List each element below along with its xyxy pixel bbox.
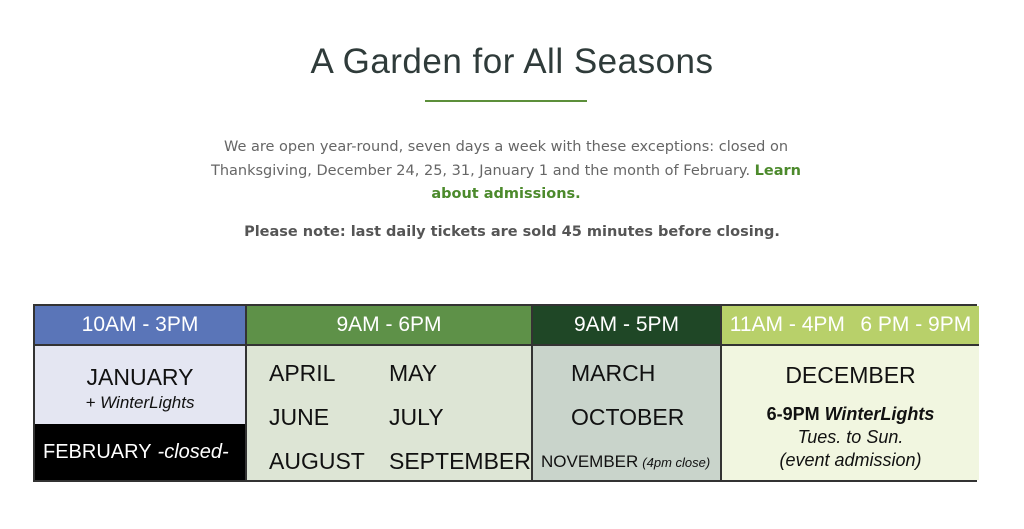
ticket-note: Please note: last daily tickets are sold 45 minutes before closing. [244, 224, 780, 240]
month-october: OCTOBER [571, 404, 685, 430]
event-hours [722, 404, 979, 425]
schedule-column-december [722, 306, 979, 480]
schedule-column-9am-6pm [247, 306, 531, 480]
column-body [247, 346, 531, 480]
event-days: Tues. to Sun. [797, 427, 904, 447]
month-december: DECEMBER [785, 362, 916, 388]
column-header: 9AM - 5PM [533, 306, 720, 346]
closed-label: -closed- [157, 440, 229, 463]
column-header: 10AM - 3PM [35, 306, 245, 346]
header-evening-hours: 6 PM - 9PM [860, 313, 972, 336]
month-november: NOVEMBER [541, 452, 639, 471]
title-divider [425, 100, 587, 102]
winterlights-note: + WinterLights [85, 393, 195, 412]
february-closed-row [35, 424, 245, 480]
hours-schedule-table [33, 304, 977, 482]
event-name: WinterLights [824, 404, 935, 424]
month-june: JUNE [269, 404, 330, 430]
month-march: MARCH [571, 360, 656, 386]
month-may: MAY [389, 360, 438, 386]
intro-paragraph [190, 136, 822, 207]
schedule-column-9am-5pm [533, 306, 720, 480]
admissions-link[interactable]: Learn about admissions. [431, 162, 802, 202]
november-note: (4pm close) [642, 455, 711, 470]
column-header: 9AM - 6PM [247, 306, 531, 346]
event-time: 6-9PM [766, 404, 820, 424]
month-july: JULY [389, 404, 444, 430]
column-body [722, 346, 979, 480]
month-april: APRIL [269, 360, 336, 386]
header-day-hours: 11AM - 4PM [729, 313, 845, 336]
column-body [35, 346, 245, 480]
month-august: AUGUST [269, 448, 365, 474]
intro-text: We are open year-round, seven days a week with these exceptions: closed on Thanksgiving, December 24, 25, 31, January 1 and the month of February. [210, 139, 789, 179]
month-january: JANUARY [86, 364, 194, 390]
column-header [722, 306, 979, 346]
event-admission: (event admission) [779, 450, 922, 470]
page-title: A Garden for All Seasons [310, 42, 714, 81]
schedule-column-10am-3pm [35, 306, 245, 480]
month-february: FEBRUARY [43, 440, 152, 463]
november-row [541, 452, 710, 472]
month-september: SEPTEMBER [389, 448, 531, 474]
column-body [533, 346, 720, 480]
